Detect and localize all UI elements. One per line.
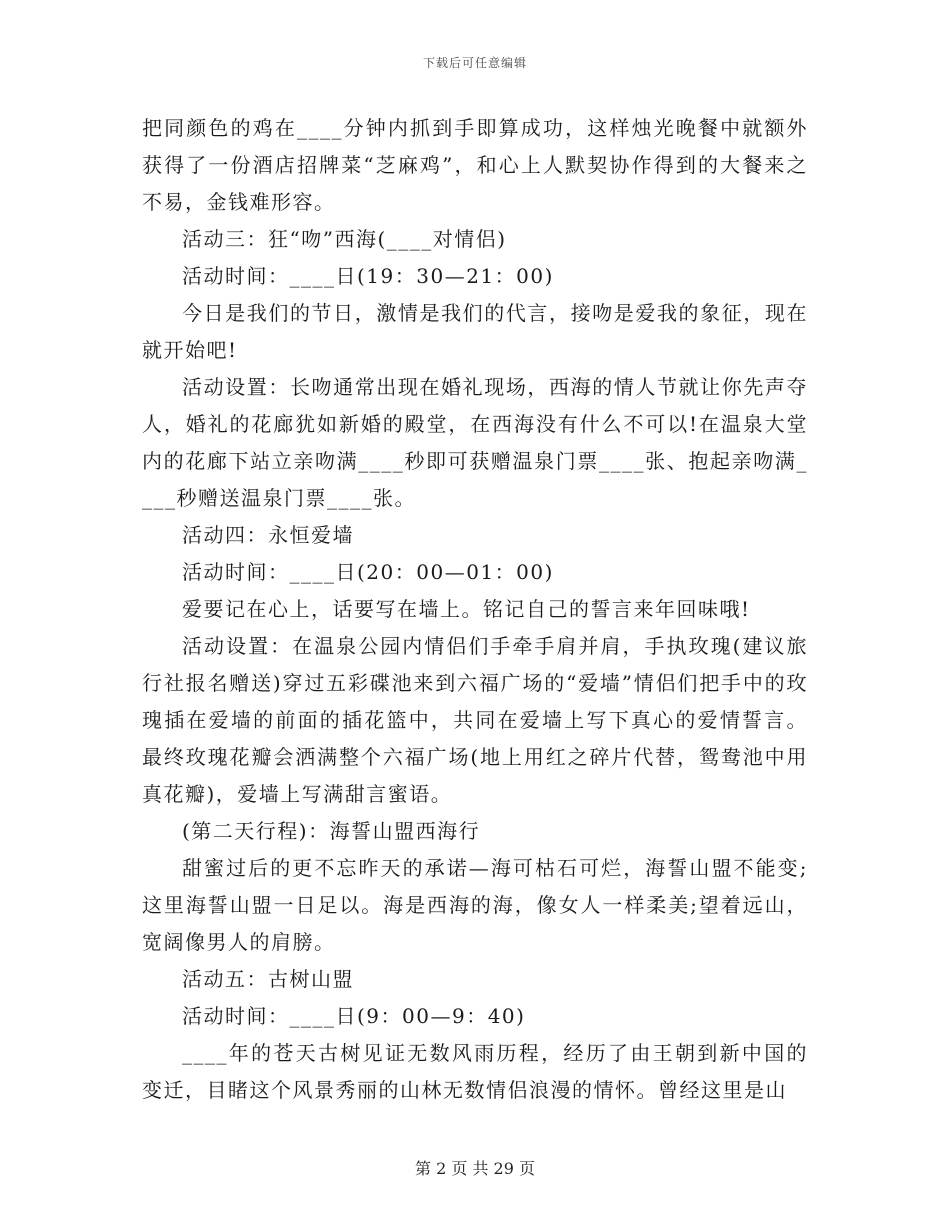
activity-time: 活动时间：____日(9：00—9：40) [182,1004,526,1028]
section-heading: (第二天行程)：海誓山盟西海行 [182,819,481,843]
document-body [142,110,808,1109]
paragraph: 甜蜜过后的更不忘昨天的承诺—海可枯石可烂，海誓山盟不能变;这里海誓山盟一日足以。海是西海的海，像女人一样柔美;望着远山，宽阔像男人的肩膀。 [142,856,808,954]
section-heading: 活动四：永恒爱墙 [182,523,354,547]
paragraph: ____年的苍天古树见证无数风雨历程，经历了由王朝到新中国的变迁，目睹这个风景秀丽的山林无数情侣浪漫的情怀。曾经这里是山 [142,1041,808,1102]
paragraph: 活动设置：长吻通常出现在婚礼现场，西海的情人节就让你先声夺人，婚礼的花廊犹如新婚的殿堂，在西海没有什么不可以!在温泉大堂内的花廊下站立亲吻满____秒即可获赠温泉门票____张、抱起亲吻满____秒赠送温泉门票____张。 [142,375,808,510]
paragraph: 活动设置：在温泉公园内情侣们手牵手肩并肩，手执玫瑰(建议旅行社报名赠送)穿过五彩碟池来到六福广场的“爱墙”情侣们把手中的玫瑰插在爱墙的前面的插花篮中，共同在爱墙上写下真心的爱情誓言。最终玫瑰花瓣会洒满整个六福广场(地上用红之碎片代替，鸳鸯池中用真花瓣)，爱墙上写满甜言蜜语。 [142,634,808,806]
page-number: 第 2 页 共 29 页 [415,1159,535,1178]
page-header-note: 下载后可任意编辑 [422,56,527,70]
section-heading: 活动三：狂“吻”西海(____对情侣) [182,227,507,251]
paragraph: 今日是我们的节日，激情是我们的代言，接吻是爱我的象征，现在就开始吧! [142,301,808,362]
paragraph: 爱要记在心上，话要写在墙上。铭记自己的誓言来年回味哦! [182,597,751,621]
section-heading: 活动五：古树山盟 [182,967,354,991]
paragraph: 把同颜色的鸡在____分钟内抓到手即算成功，这样烛光晚餐中就额外获得了一份酒店招牌菜“芝麻鸡”，和心上人默契协作得到的大餐来之不易，金钱难形容。 [142,116,808,214]
activity-time: 活动时间：____日(19：30—21：00) [182,264,554,288]
activity-time: 活动时间：____日(20：00—01：00) [182,560,554,584]
